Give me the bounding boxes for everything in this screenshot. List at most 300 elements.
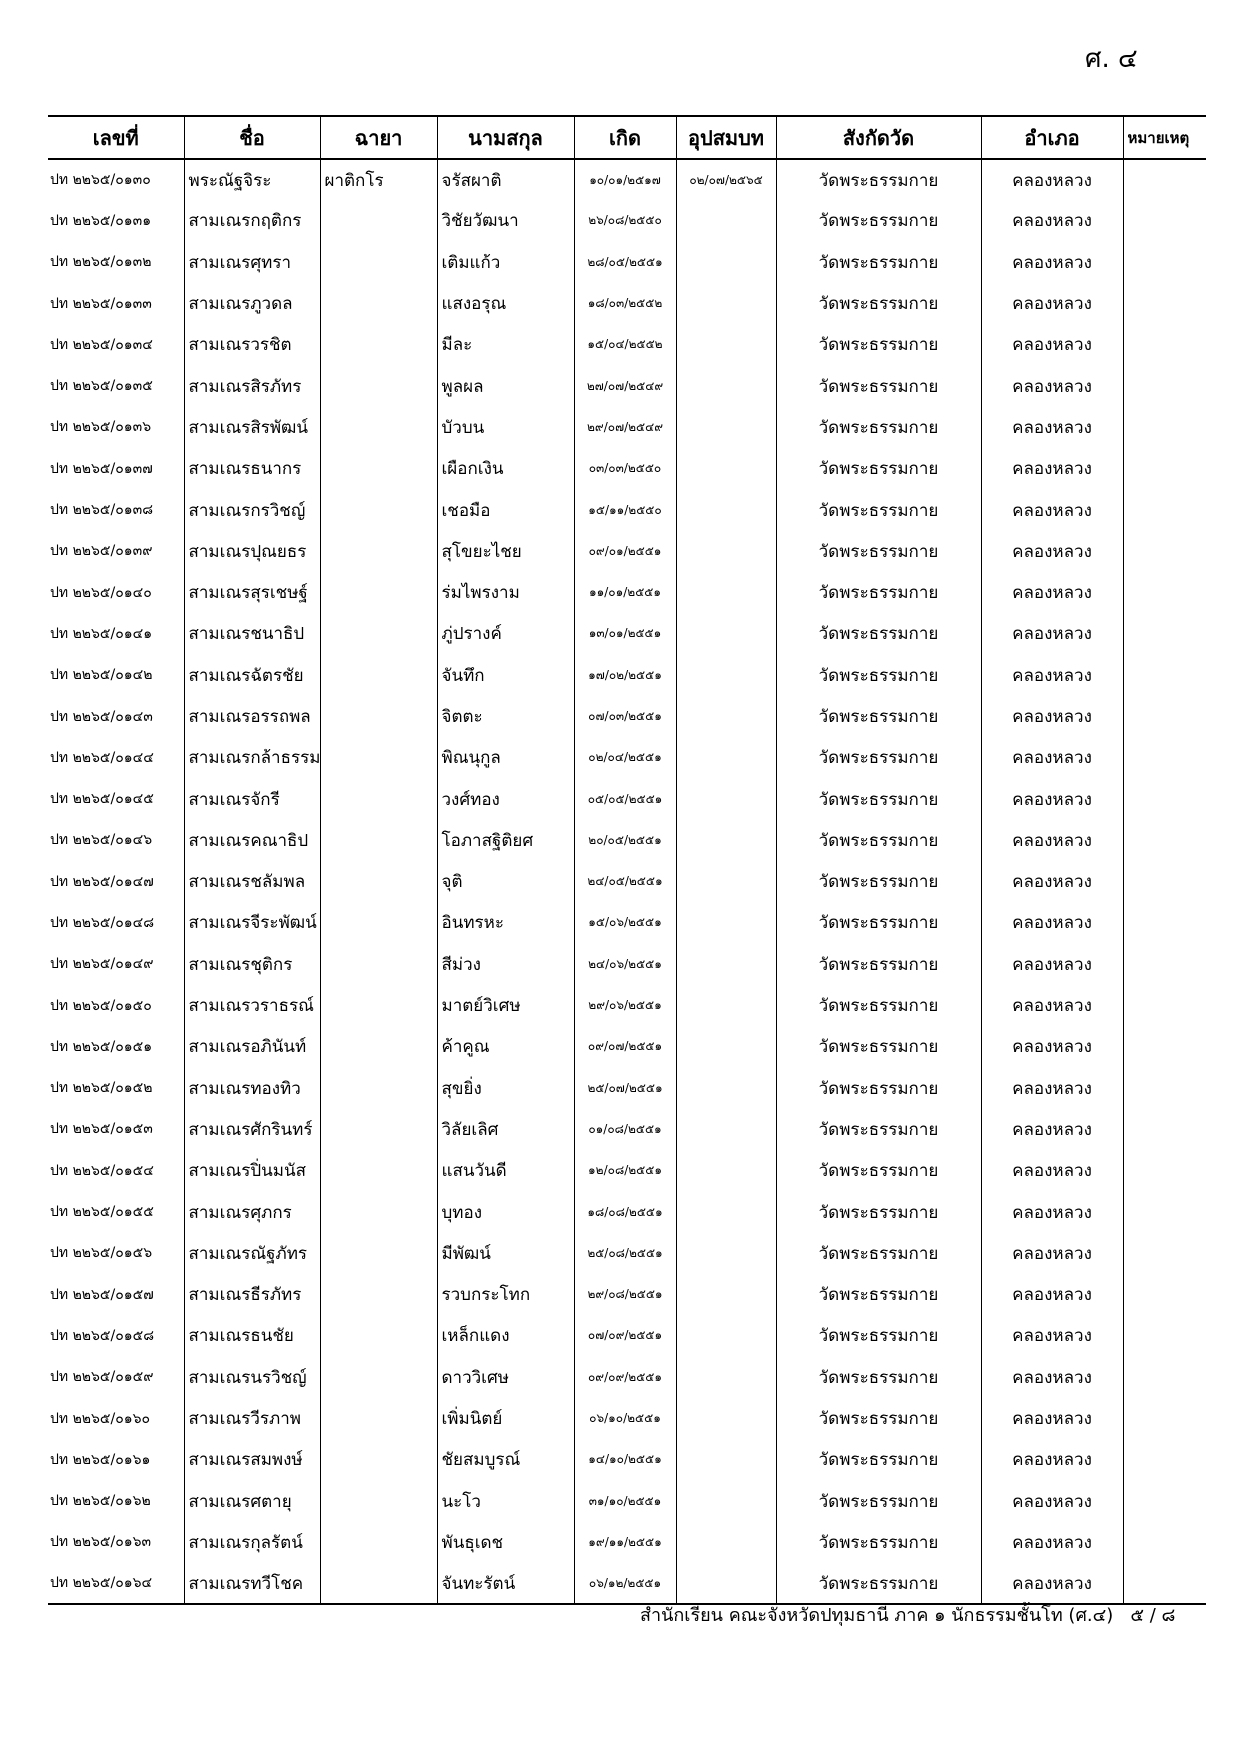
cell-ordination [676,820,776,861]
col-header-temple: สังกัดวัด [776,116,981,159]
cell-name: สามเณรทวีโชค [184,1563,320,1604]
cell-surname: จรัสผาติ [437,159,574,200]
table-row [48,448,1206,489]
cell-number: ปท ๒๒๖๕/๐๑๔๙ [50,956,154,973]
cell-birth: ๑๔/๑๐/๒๕๕๑ [574,1439,676,1480]
cell-temple: วัดพระธรรมกาย [776,200,981,241]
cell-birth: ๐๗/๐๓/๒๕๕๑ [574,696,676,737]
cell-birth: ๑๒/๐๘/๒๕๕๑ [574,1150,676,1191]
cell-surname: วงศ์ทอง [437,778,574,819]
cell-number: ปท ๒๒๖๕/๐๑๓๑ [50,212,152,229]
cell-surname: ภู่ปรางค์ [437,613,574,654]
cell-birth: ๒๕/๐๘/๒๕๕๑ [574,1233,676,1274]
cell-monastic-name [320,1522,437,1563]
cell-ordination [676,1109,776,1150]
cell-remark [1123,985,1206,1026]
cell-ordination [676,1315,776,1356]
cell-district: คลองหลวง [981,1191,1123,1232]
cell-monastic-name [320,407,437,448]
cell-ordination [676,655,776,696]
cell-name: สามเณรกฤติกร [184,200,320,241]
cell-monastic-name [320,283,437,324]
cell-ordination [676,242,776,283]
cell-monastic-name [320,778,437,819]
cell-number: ปท ๒๒๖๕/๐๑๔๐ [50,584,152,601]
cell-surname: บุทอง [437,1191,574,1232]
cell-monastic-name: ผาติกโร [320,159,437,200]
cell-ordination [676,365,776,406]
cell-ordination [676,1522,776,1563]
cell-temple: วัดพระธรรมกาย [776,696,981,737]
cell-ordination [676,1233,776,1274]
cell-remark [1123,448,1206,489]
cell-remark [1123,1439,1206,1480]
cell-temple: วัดพระธรรมกาย [776,944,981,985]
cell-remark [1123,1191,1206,1232]
cell-temple: วัดพระธรรมกาย [776,820,981,861]
cell-birth: ๒๔/๐๕/๒๕๕๑ [574,861,676,902]
cell-monastic-name [320,448,437,489]
cell-district: คลองหลวง [981,655,1123,696]
cell-monastic-name [320,489,437,530]
cell-name: สามเณรภูวดล [184,283,320,324]
cell-monastic-name [320,985,437,1026]
cell-remark [1123,613,1206,654]
cell-remark [1123,1522,1206,1563]
cell-district: คลองหลวง [981,283,1123,324]
cell-temple: วัดพระธรรมกาย [776,613,981,654]
table-row [48,242,1206,283]
cell-birth: ๒๘/๐๕/๒๕๕๑ [574,242,676,283]
cell-surname: พิณนุกูล [437,737,574,778]
cell-monastic-name [320,365,437,406]
cell-number: ปท ๒๒๖๕/๐๑๓๓ [50,295,152,312]
cell-ordination [676,696,776,737]
table-row [48,1274,1206,1315]
cell-ordination [676,324,776,365]
cell-name: สามเณรสิรภัทร [184,365,320,406]
cell-district: คลองหลวง [981,696,1123,737]
cell-number: ปท ๒๒๖๕/๐๑๔๕ [50,791,154,808]
cell-birth: ๒๙/๐๘/๒๕๕๑ [574,1274,676,1315]
cell-name: สามเณรธนากร [184,448,320,489]
table-row [48,1522,1206,1563]
cell-remark [1123,1357,1206,1398]
cell-district: คลองหลวง [981,572,1123,613]
cell-birth: ๐๑/๐๘/๒๕๕๑ [574,1109,676,1150]
cell-ordination [676,1026,776,1067]
cell-name: สามเณรชุติกร [184,944,320,985]
cell-district: คลองหลวง [981,1109,1123,1150]
cell-name: สามเณรธนชัย [184,1315,320,1356]
cell-birth: ๐๒/๐๔/๒๕๕๑ [574,737,676,778]
cell-birth: ๑๑/๐๑/๒๕๕๑ [574,572,676,613]
cell-number: ปท ๒๒๖๕/๐๑๓๒ [50,254,152,271]
cell-monastic-name [320,1233,437,1274]
cell-name: สามเณรณัฐภัทร [184,1233,320,1274]
cell-remark [1123,1398,1206,1439]
cell-name: สามเณรชลัมพล [184,861,320,902]
cell-temple: วัดพระธรรมกาย [776,1150,981,1191]
cell-birth: ๒๕/๐๗/๒๕๕๑ [574,1068,676,1109]
cell-temple: วัดพระธรรมกาย [776,283,981,324]
cell-remark [1123,1068,1206,1109]
cell-surname: โอภาสฐิติยศ [437,820,574,861]
cell-ordination [676,1191,776,1232]
cell-ordination [676,778,776,819]
cell-ordination [676,489,776,530]
cell-remark [1123,1481,1206,1522]
cell-surname: ดาววิเศษ [437,1357,574,1398]
cell-remark [1123,1315,1206,1356]
cell-district: คลองหลวง [981,324,1123,365]
cell-ordination [676,737,776,778]
cell-ordination [676,1068,776,1109]
cell-birth: ๓๑/๑๐/๒๕๕๑ [574,1481,676,1522]
cell-name: พระณัฐจิระ [184,159,320,200]
cell-name: สามเณรนรวิชญ์ [184,1357,320,1398]
cell-district: คลองหลวง [981,448,1123,489]
cell-monastic-name [320,1274,437,1315]
cell-number: ปท ๒๒๖๕/๐๑๓๙ [50,543,153,560]
cell-district: คลองหลวง [981,489,1123,530]
cell-name: สามเณรทองทิว [184,1068,320,1109]
cell-district: คลองหลวง [981,200,1123,241]
cell-district: คลองหลวง [981,531,1123,572]
cell-monastic-name [320,655,437,696]
cell-number: ปท ๒๒๖๕/๐๑๕๔ [50,1162,154,1179]
cell-ordination [676,902,776,943]
cell-ordination [676,861,776,902]
cell-ordination [676,1357,776,1398]
cell-district: คลองหลวง [981,1026,1123,1067]
cell-remark [1123,902,1206,943]
cell-surname: ชัยสมบูรณ์ [437,1439,574,1480]
cell-surname: เพิ่มนิตย์ [437,1398,574,1439]
cell-remark [1123,159,1206,200]
cell-monastic-name [320,737,437,778]
cell-monastic-name [320,1398,437,1439]
cell-birth: ๐๕/๐๕/๒๕๕๑ [574,778,676,819]
cell-ordination [676,613,776,654]
cell-remark [1123,200,1206,241]
cell-name: สามเณรศตายุ [184,1481,320,1522]
cell-monastic-name [320,1315,437,1356]
footer [640,1600,1175,1629]
page-code: ศ. ๔ [1085,44,1138,74]
table-row [48,1233,1206,1274]
cell-birth: ๑๕/๐๖/๒๕๕๑ [574,902,676,943]
cell-birth: ๒๔/๐๖/๒๕๕๑ [574,944,676,985]
cell-remark [1123,1274,1206,1315]
cell-surname: วิชัยวัฒนา [437,200,574,241]
cell-remark [1123,365,1206,406]
cell-monastic-name [320,1068,437,1109]
cell-number: ปท ๒๒๖๕/๐๑๕๙ [50,1369,154,1386]
table-row [48,1398,1206,1439]
cell-remark [1123,737,1206,778]
cell-temple: วัดพระธรรมกาย [776,407,981,448]
header-row [48,116,1206,159]
cell-name: สามเณรอภินันท์ [184,1026,320,1067]
cell-birth: ๑๕/๑๑/๒๕๕๐ [574,489,676,530]
cell-district: คลองหลวง [981,407,1123,448]
cell-district: คลองหลวง [981,778,1123,819]
cell-temple: วัดพระธรรมกาย [776,365,981,406]
cell-district: คลองหลวง [981,861,1123,902]
cell-surname: พูลผล [437,365,574,406]
cell-ordination [676,1274,776,1315]
col-header-monastic-name: ฉายา [320,116,437,159]
table-row [48,696,1206,737]
cell-temple: วัดพระธรรมกาย [776,489,981,530]
cell-birth: ๑๙/๑๑/๒๕๕๑ [574,1522,676,1563]
cell-monastic-name [320,1109,437,1150]
cell-temple: วัดพระธรรมกาย [776,1191,981,1232]
cell-number: ปท ๒๒๖๕/๐๑๖๓ [50,1534,152,1551]
cell-birth: ๐๖/๑๒/๒๕๕๑ [574,1563,676,1604]
cell-name: สามเณรศุภกร [184,1191,320,1232]
cell-ordination [676,448,776,489]
table-row [48,778,1206,819]
cell-monastic-name [320,1026,437,1067]
cell-temple: วัดพระธรรมกาย [776,1109,981,1150]
cell-name: สามเณรสุรเชษฐ์ [184,572,320,613]
cell-number: ปท ๒๒๖๕/๐๑๔๖ [50,832,153,849]
cell-temple: วัดพระธรรมกาย [776,985,981,1026]
cell-remark [1123,572,1206,613]
cell-name: สามเณรสมพงษ์ [184,1439,320,1480]
cell-district: คลองหลวง [981,944,1123,985]
cell-birth: ๑๕/๐๔/๒๕๕๒ [574,324,676,365]
cell-remark [1123,242,1206,283]
cell-remark [1123,861,1206,902]
cell-temple: วัดพระธรรมกาย [776,531,981,572]
table-row [48,1563,1206,1604]
cell-monastic-name [320,613,437,654]
cell-name: สามเณรจีระพัฒน์ [184,902,320,943]
table-row [48,944,1206,985]
cell-monastic-name [320,944,437,985]
cell-name: สามเณรศักรินทร์ [184,1109,320,1150]
cell-surname: แสงอรุณ [437,283,574,324]
table-row [48,737,1206,778]
cell-surname: นะโว [437,1481,574,1522]
cell-ordination [676,944,776,985]
cell-number: ปท ๒๒๖๕/๐๑๖๐ [50,1410,151,1427]
col-header-remark: หมายเหตุ [1123,116,1206,159]
cell-temple: วัดพระธรรมกาย [776,1522,981,1563]
table-row [48,1315,1206,1356]
cell-ordination [676,283,776,324]
table-row [48,1439,1206,1480]
cell-surname: สุขยิ่ง [437,1068,574,1109]
cell-number: ปท ๒๒๖๕/๐๑๔๒ [50,667,153,684]
cell-number: ปท ๒๒๖๕/๐๑๕๖ [50,1245,153,1262]
cell-district: คลองหลวง [981,820,1123,861]
table-row [48,655,1206,696]
cell-name: สามเณรวรชิต [184,324,320,365]
cell-name: สามเณรวีรภาพ [184,1398,320,1439]
cell-name: สามเณรสิรพัฒน์ [184,407,320,448]
table-row [48,820,1206,861]
cell-surname: สีม่วง [437,944,574,985]
cell-temple: วัดพระธรรมกาย [776,1357,981,1398]
cell-remark [1123,407,1206,448]
cell-temple: วัดพระธรรมกาย [776,1068,981,1109]
col-header-surname: นามสกุล [437,116,574,159]
roster-body [48,159,1206,1604]
cell-monastic-name [320,1357,437,1398]
cell-ordination [676,531,776,572]
cell-surname: วิลัยเลิศ [437,1109,574,1150]
cell-number: ปท ๒๒๖๕/๐๑๕๗ [50,1286,154,1303]
cell-surname: สุโขยะไชย [437,531,574,572]
table-row [48,1150,1206,1191]
cell-surname: เติมแก้ว [437,242,574,283]
table-row [48,861,1206,902]
cell-temple: วัดพระธรรมกาย [776,159,981,200]
cell-name: สามเณรกรวิชญ์ [184,489,320,530]
cell-ordination: ๐๒/๐๗/๒๕๖๕ [676,159,776,200]
cell-temple: วัดพระธรรมกาย [776,861,981,902]
cell-number: ปท ๒๒๖๕/๐๑๕๐ [50,997,152,1014]
cell-birth: ๑๘/๐๘/๒๕๕๑ [574,1191,676,1232]
cell-number: ปท ๒๒๖๕/๐๑๔๔ [50,749,154,766]
cell-temple: วัดพระธรรมกาย [776,324,981,365]
cell-remark [1123,1233,1206,1274]
cell-temple: วัดพระธรรมกาย [776,778,981,819]
cell-monastic-name [320,242,437,283]
table-row [48,1068,1206,1109]
cell-ordination [676,1150,776,1191]
cell-name: สามเณรฉัตรชัย [184,655,320,696]
footer-office: สำนักเรียน คณะจังหวัดปทุมธานี ภาค ๑ นักธรรมชั้นโท (ศ.๔) [640,1605,1114,1626]
table-row [48,1481,1206,1522]
cell-name: สามเณรปิ่นมนัส [184,1150,320,1191]
cell-district: คลองหลวง [981,1563,1123,1604]
cell-district: คลองหลวง [981,242,1123,283]
cell-temple: วัดพระธรรมกาย [776,242,981,283]
table-row [48,1357,1206,1398]
col-header-number: เลขที่ [48,116,184,159]
cell-surname: อินทรหะ [437,902,574,943]
cell-number: ปท ๒๒๖๕/๐๑๓๕ [50,378,153,395]
cell-birth: ๒๗/๐๗/๒๕๔๙ [574,365,676,406]
cell-number: ปท ๒๒๖๕/๐๑๓๖ [50,419,152,436]
cell-district: คลองหลวง [981,1522,1123,1563]
cell-birth: ๑๐/๐๑/๒๕๑๗ [574,159,676,200]
cell-number: ปท ๒๒๖๕/๐๑๓๐ [50,172,151,189]
cell-surname: แสนวันดี [437,1150,574,1191]
cell-birth: ๒๖/๐๘/๒๕๕๐ [574,200,676,241]
cell-temple: วัดพระธรรมกาย [776,902,981,943]
cell-monastic-name [320,1150,437,1191]
cell-temple: วัดพระธรรมกาย [776,655,981,696]
table-row [48,613,1206,654]
cell-name: สามเณรกุลรัตน์ [184,1522,320,1563]
cell-monastic-name [320,902,437,943]
cell-name: สามเณรอรรถพล [184,696,320,737]
table-row [48,200,1206,241]
cell-birth: ๑๗/๐๒/๒๕๕๑ [574,655,676,696]
cell-number: ปท ๒๒๖๕/๐๑๓๗ [50,460,153,477]
cell-monastic-name [320,324,437,365]
cell-remark [1123,531,1206,572]
cell-number: ปท ๒๒๖๕/๐๑๓๔ [50,336,153,353]
cell-temple: วัดพระธรรมกาย [776,1563,981,1604]
table-row [48,159,1206,200]
table-row [48,902,1206,943]
cell-temple: วัดพระธรรมกาย [776,448,981,489]
cell-birth: ๐๖/๑๐/๒๕๕๑ [574,1398,676,1439]
cell-remark [1123,655,1206,696]
cell-number: ปท ๒๒๖๕/๐๑๔๘ [50,914,155,931]
table-row [48,407,1206,448]
cell-remark [1123,489,1206,530]
cell-temple: วัดพระธรรมกาย [776,1398,981,1439]
cell-name: สามเณรกล้าธรรม [184,737,320,778]
cell-district: คลองหลวง [981,1150,1123,1191]
cell-ordination [676,1563,776,1604]
cell-district: คลองหลวง [981,902,1123,943]
cell-monastic-name [320,1439,437,1480]
cell-number: ปท ๒๒๖๕/๐๑๔๗ [50,873,154,890]
cell-name: สามเณรวราธรณ์ [184,985,320,1026]
cell-birth: ๒๙/๐๗/๒๕๔๙ [574,407,676,448]
cell-number: ปท ๒๒๖๕/๐๑๖๔ [48,1563,184,1604]
cell-birth: ๐๗/๐๙/๒๕๕๑ [574,1315,676,1356]
cell-monastic-name [320,820,437,861]
cell-birth: ๑๘/๐๓/๒๕๕๒ [574,283,676,324]
cell-birth: ๐๙/๐๙/๒๕๕๑ [574,1357,676,1398]
cell-monastic-name [320,696,437,737]
cell-surname: จันทะรัตน์ [437,1563,574,1604]
cell-ordination [676,1439,776,1480]
cell-temple: วัดพระธรรมกาย [776,1233,981,1274]
cell-surname: จันทึก [437,655,574,696]
table-row [48,283,1206,324]
cell-monastic-name [320,572,437,613]
cell-birth: ๑๓/๐๑/๒๕๕๑ [574,613,676,654]
table-row [48,1109,1206,1150]
cell-birth: ๒๐/๐๕/๒๕๕๑ [574,820,676,861]
cell-surname: มาตย์วิเศษ [437,985,574,1026]
cell-district: คลองหลวง [981,1068,1123,1109]
cell-birth: ๐๓/๐๓/๒๕๕๐ [574,448,676,489]
cell-district: คลองหลวง [981,365,1123,406]
cell-monastic-name [320,1563,437,1604]
cell-monastic-name [320,531,437,572]
cell-remark [1123,1109,1206,1150]
col-header-ordination: อุปสมบท [676,116,776,159]
cell-name: สามเณรปุณยธร [184,531,320,572]
col-header-birth: เกิด [574,116,676,159]
roster-table [48,115,1206,1605]
cell-number: ปท ๒๒๖๕/๐๑๕๘ [50,1327,155,1344]
cell-remark [1123,778,1206,819]
cell-surname: พันธุเดช [437,1522,574,1563]
cell-district: คลองหลวง [981,159,1123,200]
cell-number: ปท ๒๒๖๕/๐๑๓๘ [50,502,154,519]
cell-ordination [676,1398,776,1439]
cell-name: สามเณรคณาธิป [184,820,320,861]
footer-page-number: ๕ / ๘ [1130,1605,1176,1626]
cell-number: ปท ๒๒๖๕/๐๑๔๑ [50,625,153,642]
cell-monastic-name [320,1481,437,1522]
cell-temple: วัดพระธรรมกาย [776,1481,981,1522]
cell-surname: รวบกระโทก [437,1274,574,1315]
